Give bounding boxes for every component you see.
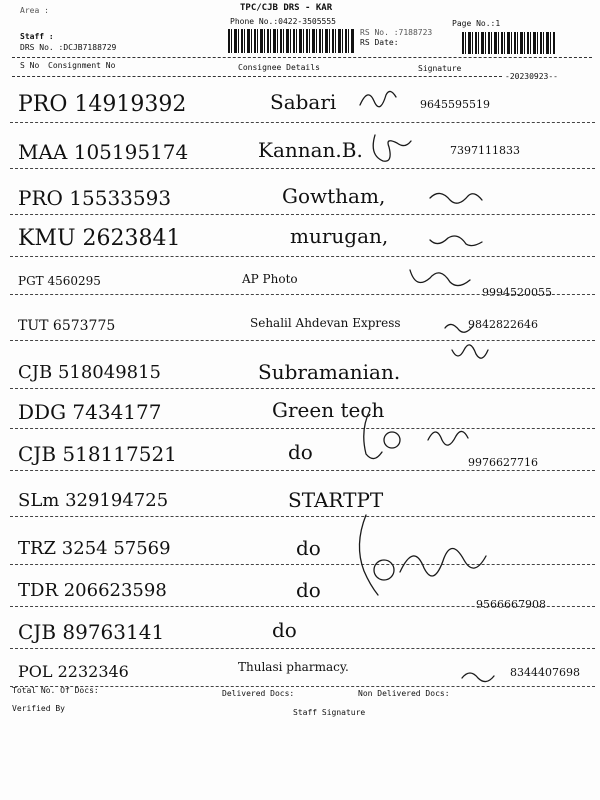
non-delivered-docs-label: Non Delivered Docs: [358,689,450,698]
consignment-number: SLm 329194725 [18,490,169,511]
consignment-number: DDG 7434177 [18,400,162,424]
consignee-name: AP Photo [242,272,298,286]
consignee-name: do [272,618,297,642]
rs-date: RS Date: [360,38,399,47]
col-sno: S No [20,61,40,70]
consignee-phone: 9842822646 [468,318,538,331]
stamp-circle-row-9 [384,432,400,448]
signature-row-7 [452,345,488,358]
consignment-number: KMU 2623841 [18,226,181,251]
consignment-number: TUT 6573775 [18,318,116,334]
consignee-phone: 9994520055 [482,286,552,299]
consignee-name: Sehalil Ahdevan Express [250,316,401,330]
signature-row-14 [462,673,494,682]
signature-row-6 [445,324,473,332]
signature-row-12 [400,548,486,576]
consignee-phone: 7397111833 [450,144,520,157]
bracket-row-11 [359,515,378,595]
col-consignee: Consignee Details [238,63,320,72]
area-label: Area : [20,6,49,15]
rs-number: RS No. :7188723 [360,28,433,37]
consignment-number: CJB 89763141 [18,620,165,644]
verified-by-label: Verified By [12,704,65,713]
consignee-phone: 9566667908 [476,598,546,611]
consignee-name: do [296,536,321,560]
consignee-name: Green tech [272,398,385,422]
staff-signature-label: Staff Signature [293,708,366,717]
consignment-number: TDR 206623598 [18,580,167,601]
consignment-number: TRZ 3254 57569 [18,538,171,559]
phone-number: Phone No.:0422-3505555 [230,17,336,26]
signature-row-3 [430,193,482,203]
signature-row-4 [430,236,482,246]
signature-row-5 [410,270,470,286]
consignee-name: Gowtham, [282,184,386,208]
delivered-docs-label: Delivered Docs: [222,689,295,698]
staff-label: Staff : [20,32,54,41]
consignment-number: PRO 14919392 [18,92,187,117]
consignee-name: Kannan.B. [258,138,363,162]
consignee-name: Thulasi pharmacy. [238,660,349,674]
consignment-number: PRO 15533593 [18,186,172,210]
signature-row-2 [373,135,411,161]
col-consignment: Consignment No [48,61,116,70]
page-number: Page No.:1 [452,19,501,28]
consignee-name: STARTPT [288,488,384,512]
consignee-name: Subramanian. [258,360,401,384]
consignee-name: do [288,440,313,464]
consignee-name: murugan, [290,224,389,248]
col-signature: Signature [418,64,462,73]
drs-number: DRS No. :DCJB7188729 [20,43,117,52]
consignee-phone: 8344407698 [510,666,580,679]
signature-row-1 [360,91,396,106]
document-title: TPC/CJB DRS - KAR [240,3,333,13]
consignee-name: Sabari [270,90,337,114]
consignment-number: MAA 105195174 [18,140,189,164]
stamp-circle-row-12 [374,560,394,580]
total-docs-label: Total No. Of Docs: [12,686,99,695]
consignment-number: CJB 518049815 [18,362,162,383]
consignment-number: CJB 518117521 [18,442,177,466]
signature-row-9 [428,431,468,445]
consignee-name: do [296,578,321,602]
col-date: -20230923-- [505,72,558,81]
consignment-number: POL 2232346 [18,662,129,681]
bracket-row-8 [364,410,382,459]
consignee-phone: 9645595519 [420,98,490,111]
consignee-phone: 9976627716 [468,456,538,469]
consignment-number: PGT 4560295 [18,274,101,288]
